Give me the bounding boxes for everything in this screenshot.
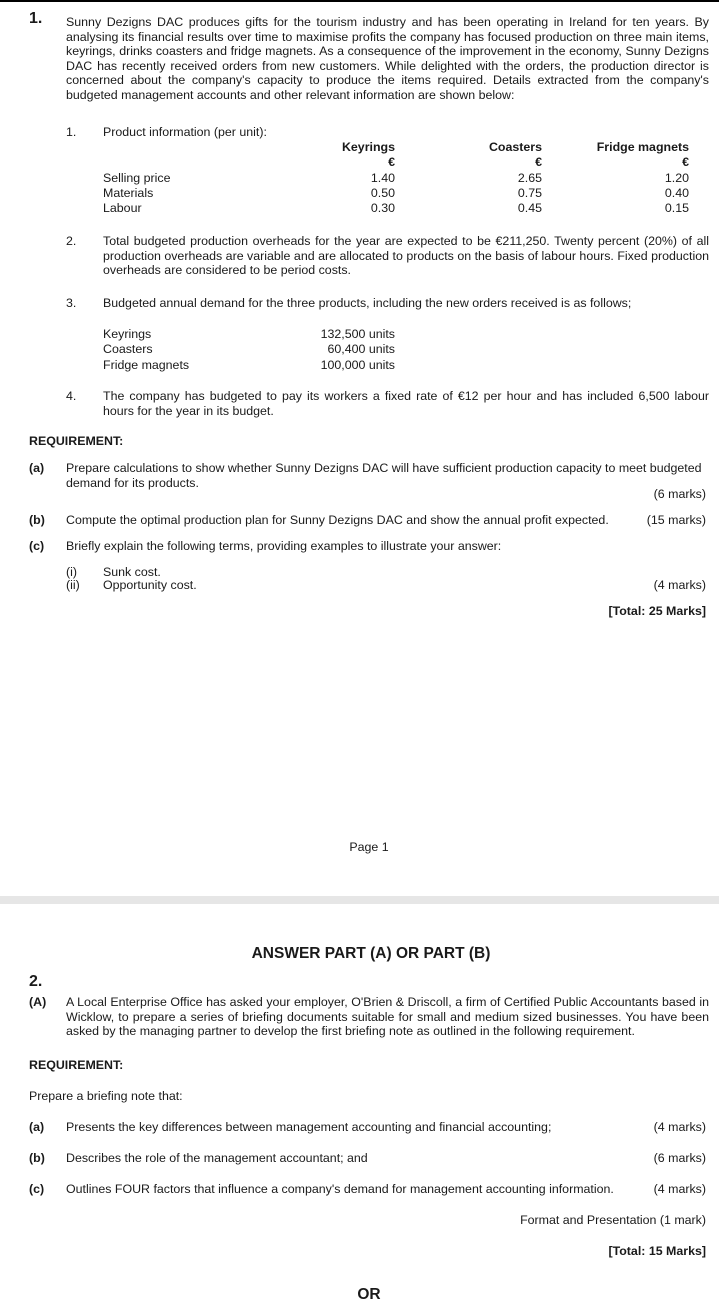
q2-item-c-marks: (4 marks)	[653, 1182, 706, 1196]
cell-materials-coasters: 0.75	[517, 186, 542, 200]
q2-item-a-marks: (4 marks)	[653, 1120, 706, 1134]
row-label-materials: Materials	[103, 186, 154, 200]
req-a-text: Prepare calculations to show whether Sunny Dezigns DAC will have sufficient production capacity to meet budgeted demand for its products.	[66, 461, 702, 490]
cell-selling-magnets: 1.20	[664, 171, 689, 185]
cell-labour-keyrings: 0.30	[370, 201, 395, 215]
q2-item-a-text: Presents the key differences between management accounting and financial accounting;	[66, 1120, 552, 1134]
req-c-i-label: (i)	[66, 565, 78, 579]
req-c-ii-label: (ii)	[66, 578, 80, 592]
part-a-label: (A)	[29, 995, 47, 1009]
cell-materials-keyrings: 0.50	[370, 186, 395, 200]
currency-fridge-magnets: €	[682, 155, 689, 169]
demand-label-keyrings: Keyrings	[103, 327, 152, 341]
q2-item-b-marks: (6 marks)	[653, 1151, 706, 1165]
demand-label-fridge-magnets: Fridge magnets	[103, 358, 190, 372]
requirement-heading-2: REQUIREMENT:	[29, 1058, 124, 1072]
req-c-ii-text: Opportunity cost.	[103, 578, 197, 592]
item-2-number: 2.	[66, 234, 77, 248]
page-number: Page 1	[349, 840, 389, 854]
q2-item-c-text: Outlines FOUR factors that influence a company's demand for management accounting information.	[66, 1182, 614, 1196]
q2-item-b-label: (b)	[29, 1151, 45, 1165]
product-info-table	[103, 140, 697, 220]
column-fridge-magnets: Fridge magnets	[596, 140, 689, 154]
item-1-number: 1.	[66, 125, 77, 139]
question-1-intro: Sunny Dezigns DAC produces gifts for the tourism industry and has been operating in Ireland for ten years. By analysing its financial results over time to maximise profits the company has focused production on three main items, keyrings, drinks coasters and fridge magnets. As a consequence of the improvement in the economy, Sunny Dezigns DAC has recently received orders from new customers. While delighted with the orders, the production director is concerned about the company's capacity to produce the items required. Details extracted from the company's budgeted management accounts and other relevant information are shown below:	[66, 15, 709, 102]
q2-item-a-label: (a)	[29, 1120, 45, 1134]
requirement-heading: REQUIREMENT:	[29, 434, 124, 448]
req-b-marks: (15 marks)	[646, 513, 706, 527]
req-c-label: (c)	[29, 539, 45, 553]
req-a-label: (a)	[29, 461, 45, 475]
demand-value-keyrings: 132,500 units	[320, 327, 395, 341]
item-2-text: Total budgeted production overheads for the year are expected to be €211,250. Twenty percent (20%) of all production overheads are variable and are allocated to products on the basis of labour hours. Fixed production overheads are considered to be period costs.	[103, 234, 709, 278]
column-coasters: Coasters	[488, 140, 542, 154]
req-c-text: Briefly explain the following terms, providing examples to illustrate your answer:	[66, 539, 502, 553]
item-1-title: Product information (per unit):	[103, 125, 267, 139]
row-label-labour: Labour	[103, 201, 142, 215]
demand-value-coasters: 60,400 units	[327, 342, 395, 356]
item-4-text: The company has budgeted to pay its workers a fixed rate of €12 per hour and has included 6,500 labour hours for the year in its budget.	[103, 389, 709, 418]
q2-item-c-label: (c)	[29, 1182, 45, 1196]
currency-keyrings: €	[388, 155, 395, 169]
q2-item-b-text: Describes the role of the management accountant; and	[66, 1151, 368, 1165]
demand-value-fridge-magnets: 100,000 units	[320, 358, 395, 372]
cell-materials-magnets: 0.40	[664, 186, 689, 200]
question-2-number: 2.	[29, 973, 43, 990]
req-a-marks: (6 marks)	[653, 487, 706, 501]
format-presentation: Format and Presentation (1 mark)	[520, 1213, 706, 1227]
item-3-text: Budgeted annual demand for the three products, including the new orders received is as follows;	[103, 296, 632, 310]
row-label-selling-price: Selling price	[103, 171, 171, 185]
cell-labour-coasters: 0.45	[517, 201, 542, 215]
req-c-i-text: Sunk cost.	[103, 565, 161, 579]
total-marks-q2: [Total: 15 Marks]	[608, 1244, 706, 1258]
req-b-text: Compute the optimal production plan for Sunny Dezigns DAC and show the annual profit expected.	[66, 513, 609, 527]
total-marks-q1: [Total: 25 Marks]	[608, 604, 706, 618]
answer-part-heading: ANSWER PART (A) OR PART (B)	[251, 945, 491, 962]
column-keyrings: Keyrings	[341, 140, 395, 154]
page-separator	[0, 896, 719, 904]
req-c-marks: (4 marks)	[653, 578, 706, 592]
or-heading: OR	[357, 1286, 381, 1303]
currency-coasters: €	[535, 155, 542, 169]
demand-label-coasters: Coasters	[103, 342, 153, 356]
top-rule	[0, 0, 719, 2]
part-a-text: A Local Enterprise Office has asked your employer, O'Brien & Driscoll, a firm of Certified Public Accountants based in Wicklow, to prepare a series of briefing documents suitable for small and medium sized businesses. You have been asked by the managing partner to develop the first briefing note as outlined in the following requirement.	[66, 995, 709, 1039]
prepare-briefing: Prepare a briefing note that:	[29, 1089, 183, 1103]
req-b-label: (b)	[29, 513, 45, 527]
item-4-number: 4.	[66, 389, 77, 403]
item-3-number: 3.	[66, 296, 77, 310]
cell-selling-keyrings: 1.40	[370, 171, 395, 185]
cell-selling-coasters: 2.65	[517, 171, 542, 185]
question-1-number: 1.	[29, 10, 43, 27]
cell-labour-magnets: 0.15	[664, 201, 689, 215]
